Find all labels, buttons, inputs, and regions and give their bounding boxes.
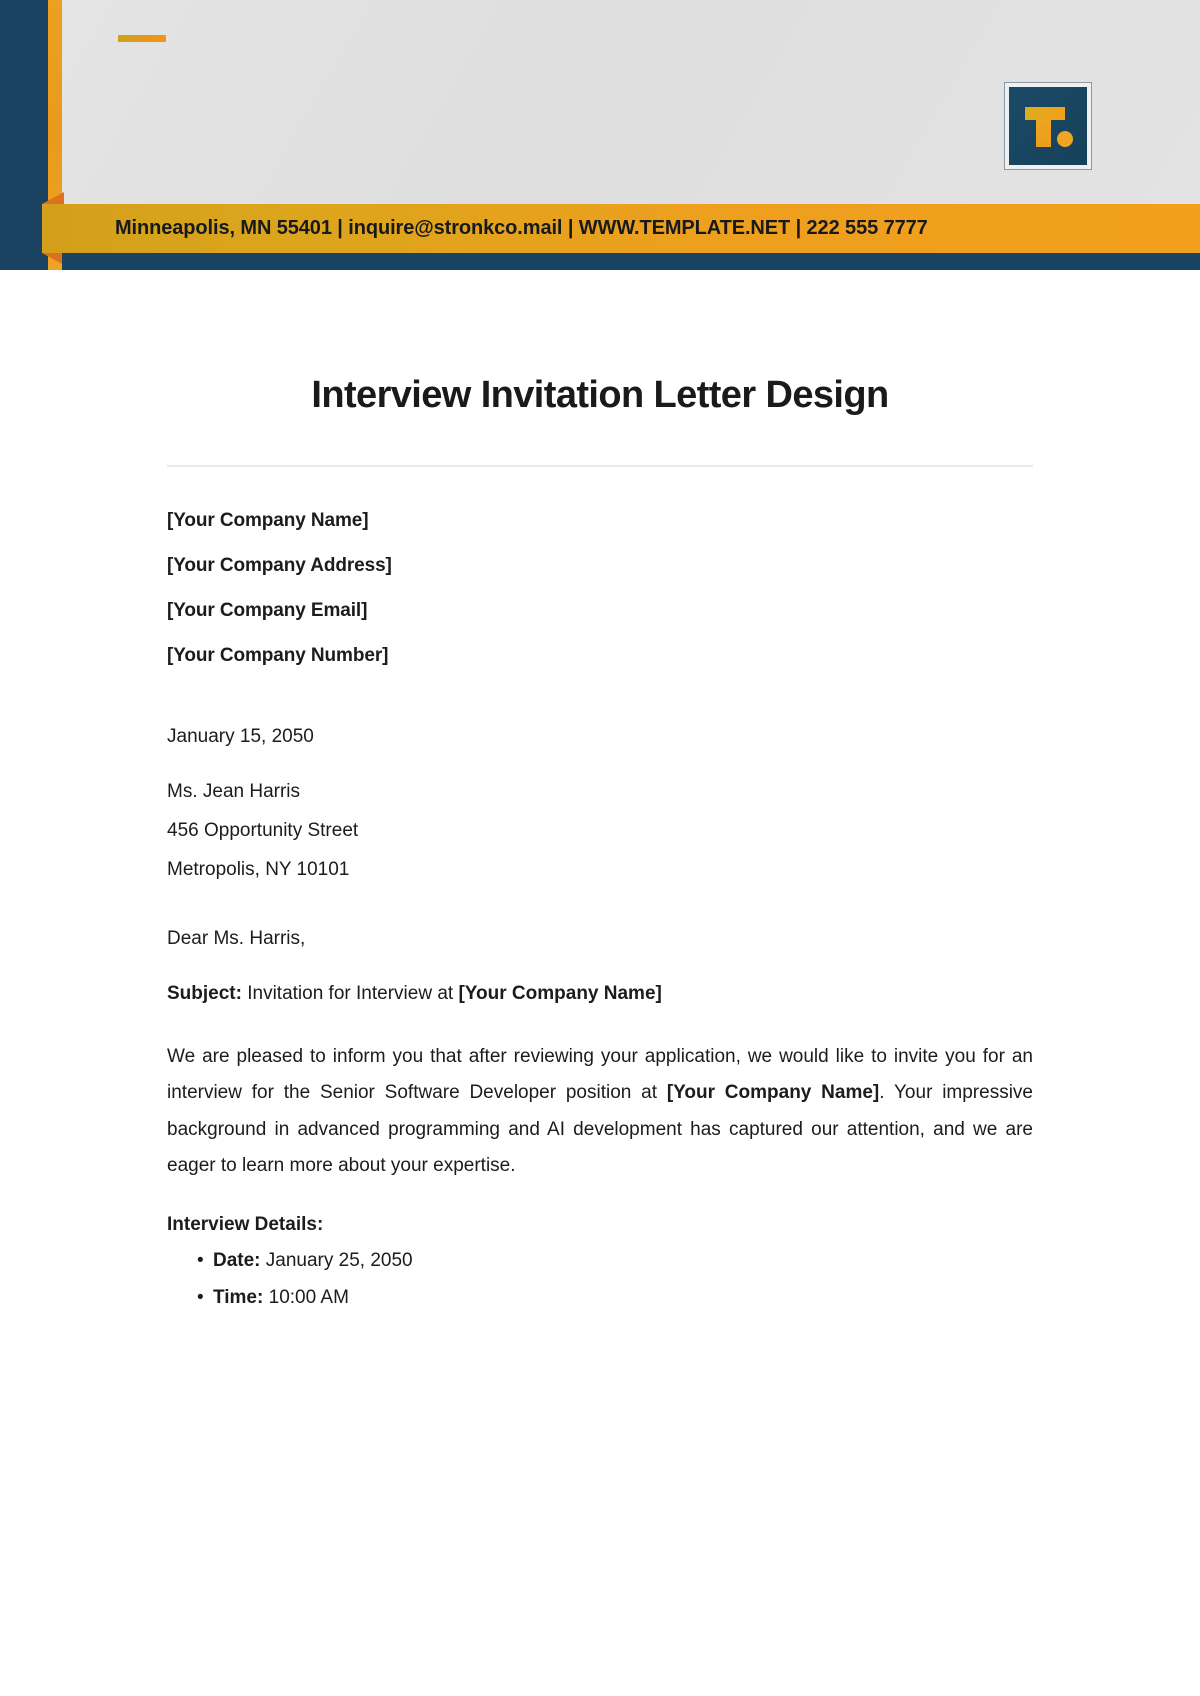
letter-body (167, 467, 1033, 1316)
list-item (197, 1242, 1033, 1279)
spacer (167, 948, 1033, 984)
sender-company-email: [Your Company Email] (167, 600, 368, 621)
logo-square-icon (1009, 87, 1087, 165)
letterhead-header (0, 0, 1200, 270)
page-title: Interview Invitation Letter Design (311, 374, 889, 416)
letter-date: January 15, 2050 (167, 726, 314, 747)
body-text-part-2: . Your impressive background in advanced programming and AI development has captured our attention, and we are eager to learn more about your expertise. (167, 1082, 1033, 1177)
logo-dot-icon (1057, 131, 1073, 147)
spacer (167, 899, 1033, 929)
detail-label-date: Date: (213, 1249, 261, 1271)
header-bottom-navy-strip (62, 253, 1200, 270)
subject-line (167, 984, 1033, 1003)
header-accent-dash (118, 35, 166, 42)
sender-company-address: [Your Company Address] (167, 555, 392, 576)
header-left-navy-bar (0, 0, 48, 270)
sender-company-number: [Your Company Number] (167, 645, 389, 666)
interview-details-list (167, 1242, 1033, 1316)
salutation-line: Dear Ms. Harris, (167, 928, 306, 949)
spacer (167, 691, 1033, 727)
logo-t-crossbar-icon (1025, 107, 1065, 120)
ribbon-fold-bottom-icon (42, 253, 64, 265)
contact-info-text: Minneapolis, MN 55401 | inquire@stronkco.mail | WWW.TEMPLATE.NET | 222 555 7777 (115, 217, 928, 239)
logo-t-stem-icon (1036, 120, 1051, 147)
body-company-placeholder: [Your Company Name] (666, 1082, 880, 1104)
subject-label: Subject: (167, 983, 242, 1004)
company-logo (1004, 82, 1092, 170)
detail-value-time: 10:00 AM (263, 1286, 349, 1308)
subject-company-placeholder: [Your Company Name] (458, 983, 662, 1004)
recipient-block (167, 782, 1033, 879)
detail-label-time: Time: (213, 1286, 264, 1308)
recipient-city-state-zip: Metropolis, NY 10101 (167, 859, 350, 880)
body-paragraph (167, 1039, 1033, 1185)
sender-company-name: [Your Company Name] (167, 510, 369, 531)
letter-sheet (0, 270, 1200, 1316)
interview-details-heading: Interview Details: (167, 1213, 324, 1235)
ribbon-fold-top-icon (42, 192, 64, 204)
detail-value-date: January 25, 2050 (260, 1249, 413, 1271)
list-item (197, 1279, 1033, 1316)
subject-text: Invitation for Interview at (241, 983, 459, 1004)
sender-block (167, 511, 1033, 665)
spacer (167, 1003, 1033, 1039)
spacer (167, 1185, 1033, 1215)
body-text-part-1: We are pleased to inform you that after reviewing your application, we would like to invite you for an interview for the Senior Software Developer position at (167, 1046, 1033, 1104)
spacer (167, 746, 1033, 782)
recipient-name: Ms. Jean Harris (167, 781, 301, 802)
recipient-street: 456 Opportunity Street (167, 820, 359, 841)
